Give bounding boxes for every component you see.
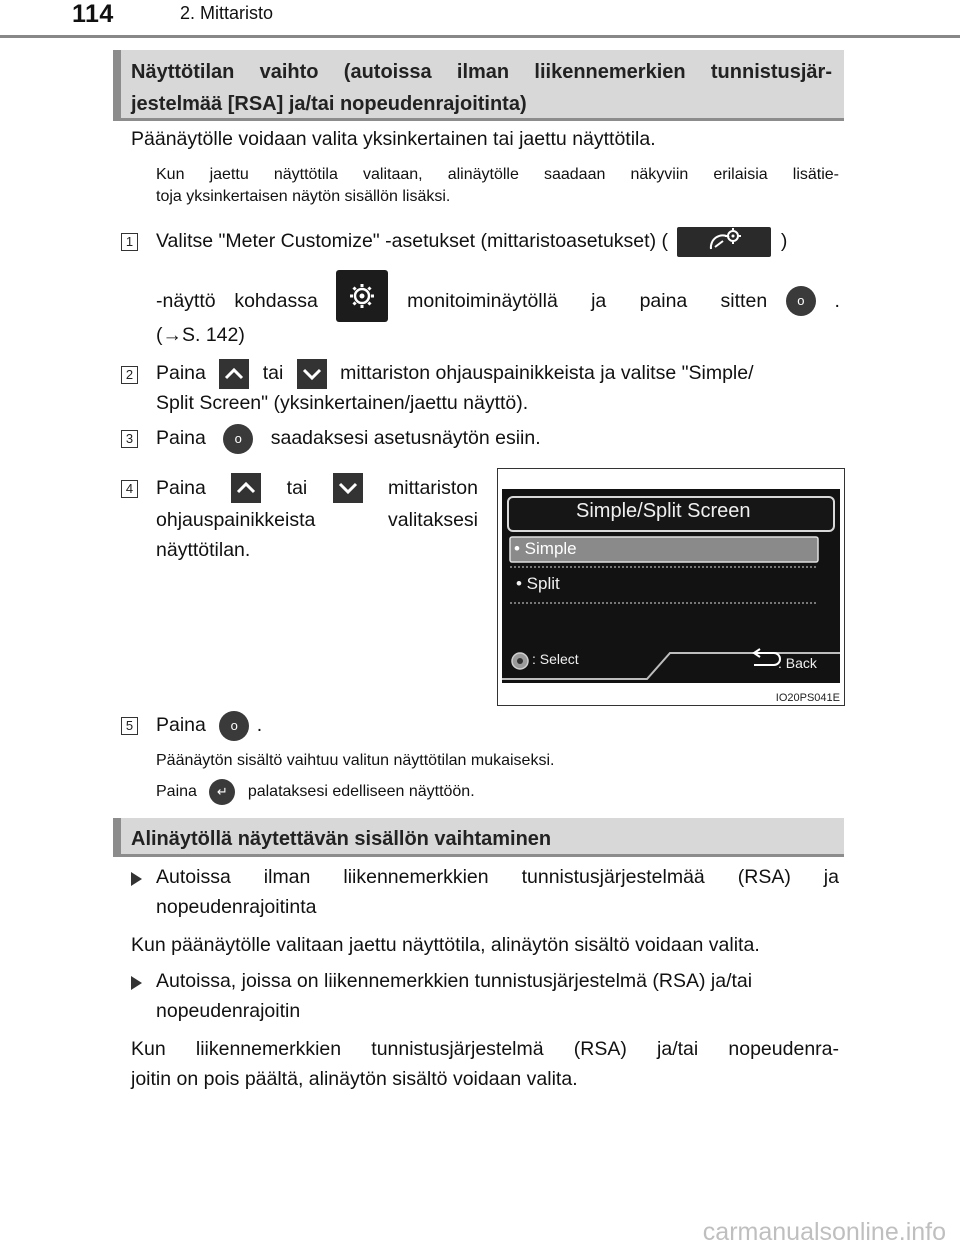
step-number-4: 4 [121,480,138,498]
step-4-text-start: Paina [156,477,206,499]
step-4-line1 [156,473,478,503]
chevron-down-icon [297,359,327,389]
screen-back-label: : Back [778,655,817,671]
intro-note-line1: Kun jaettu näyttötila valitaan, alinäytölle saadaan näkyviin erilaisia lisätie- [156,166,839,183]
ok-button-icon: o [219,711,249,741]
step-1-text-b-start: -näyttö [156,290,216,312]
screen-option-simple: • Simple [514,539,577,558]
chevron-down-icon [333,473,363,503]
step-2-text-end: mittariston ohjauspainikkeista ja valitse "Simple/ [340,362,754,384]
step-2-line2: Split Screen" (yksinkertainen/jaettu näyttö). [156,392,529,414]
step-3-text-end: saadaksesi asetusnäytön esiin. [270,427,541,449]
step-1-text-b-end: . [834,290,840,312]
page-number: 114 [72,0,114,28]
step-number-3: 3 [121,430,138,448]
step-1-line3: (→S. 142) [156,324,245,346]
step-1-text-b-mid2: monitoiminäytöllä ja paina sitten [407,290,768,312]
paragraph-1: Kun päänäytölle valitaan jaettu näyttötila, alinäytön sisältö voidaan valita. [131,934,760,956]
bullet-arrow-icon [131,974,142,992]
intro-note-line2: toja yksinkertaisen näytön sisällön lisäksi. [156,188,451,205]
step-5-note1: Päänäytön sisältö vaihtuu valitun näyttötilan mukaiseksi. [156,752,555,769]
intro-text: Päänäytölle voidaan valita yksinkertainen tai jaettu näyttötila. [131,128,656,150]
screen-option-split: • Split [516,574,560,593]
paragraph-2-line2: joitin on pois päältä, alinäytön sisältö voidaan valita. [131,1068,578,1090]
screen-title: Simple/Split Screen [576,500,751,522]
chapter-title: 2. Mittaristo [180,3,274,23]
step-4-line2: ohjauspainikkeista valitaksesi [156,509,478,531]
step-2-line1 [156,358,840,389]
ok-button-icon: o [786,286,816,316]
back-button-icon: ↵ [209,779,235,805]
figure-code: IO20PS041E [775,692,840,704]
step-1-text-a: Valitse "Meter Customize" -asetukset (mittaristoasetukset) ( [156,230,668,252]
display-screen-figure [497,468,845,706]
section-heading-rule [113,118,844,121]
step-5-line1 [156,710,262,741]
chevron-up-icon [219,359,249,389]
step-5-note2-start: Paina [156,783,197,801]
step-1-text-a-end: ) [780,230,788,252]
meter-settings-icon [677,227,771,257]
bullet2-line2: nopeudenrajoitin [156,1000,301,1022]
step-2-text-mid: tai [262,362,284,384]
section2-heading-rule [113,854,844,857]
watermark: carmanualsonline.info [702,1218,946,1246]
step-3-line1 [156,423,541,454]
section2-heading-text: Alinäytöllä näytettävän sisällön vaihtaminen [131,828,552,850]
bullet1-line2: nopeudenrajoitinta [156,896,317,918]
bullet1-line1: Autoissa ilman liikennemerkkien tunnistusjärjestelmää (RSA) ja [156,866,839,888]
gear-icon [336,270,388,322]
multi-info-display [502,489,840,683]
step-4-text-mid: tai [286,477,308,499]
chevron-up-icon [231,473,261,503]
step-2-text-start: Paina [156,362,206,384]
step-4-line3: näyttötilan. [156,539,251,561]
step-1-line1 [156,226,840,257]
step-5-note2 [156,779,475,805]
bullet2-line1: Autoissa, joissa on liikennemerkkien tunnistusjärjestelmä (RSA) ja/tai [156,970,753,992]
step-1-line2 [156,280,840,322]
step-5-text-start: Paina [156,714,206,736]
section-heading-line1: Näyttötilan vaihto (autoissa ilman liikennemerkien tunnistusjär- [131,61,832,83]
ok-button-icon: o [223,424,253,454]
paragraph-2-line1: Kun liikennemerkkien tunnistusjärjestelmä (RSA) ja/tai nopeudenra- [131,1038,839,1060]
step-number-5: 5 [121,717,138,735]
section-heading-sub-display [113,818,844,854]
step-3-text-start: Paina [156,427,206,449]
section-heading-line2: jestelmää [RSA] ja/tai nopeudenrajoitinta) [131,93,527,115]
header-rule [0,35,960,38]
step-4-text-end: mittariston [388,477,478,499]
step-5-note2-end: palataksesi edelliseen näyttöön. [247,783,475,801]
screen-select-label: : Select [532,651,579,667]
step-1-text-b-mid1: kohdassa [234,290,318,312]
section-heading-display-mode [113,50,844,118]
bullet-arrow-icon [131,870,142,888]
step-number-2: 2 [121,366,138,384]
step-number-1: 1 [121,233,138,251]
step-5-text-end: . [256,714,263,736]
